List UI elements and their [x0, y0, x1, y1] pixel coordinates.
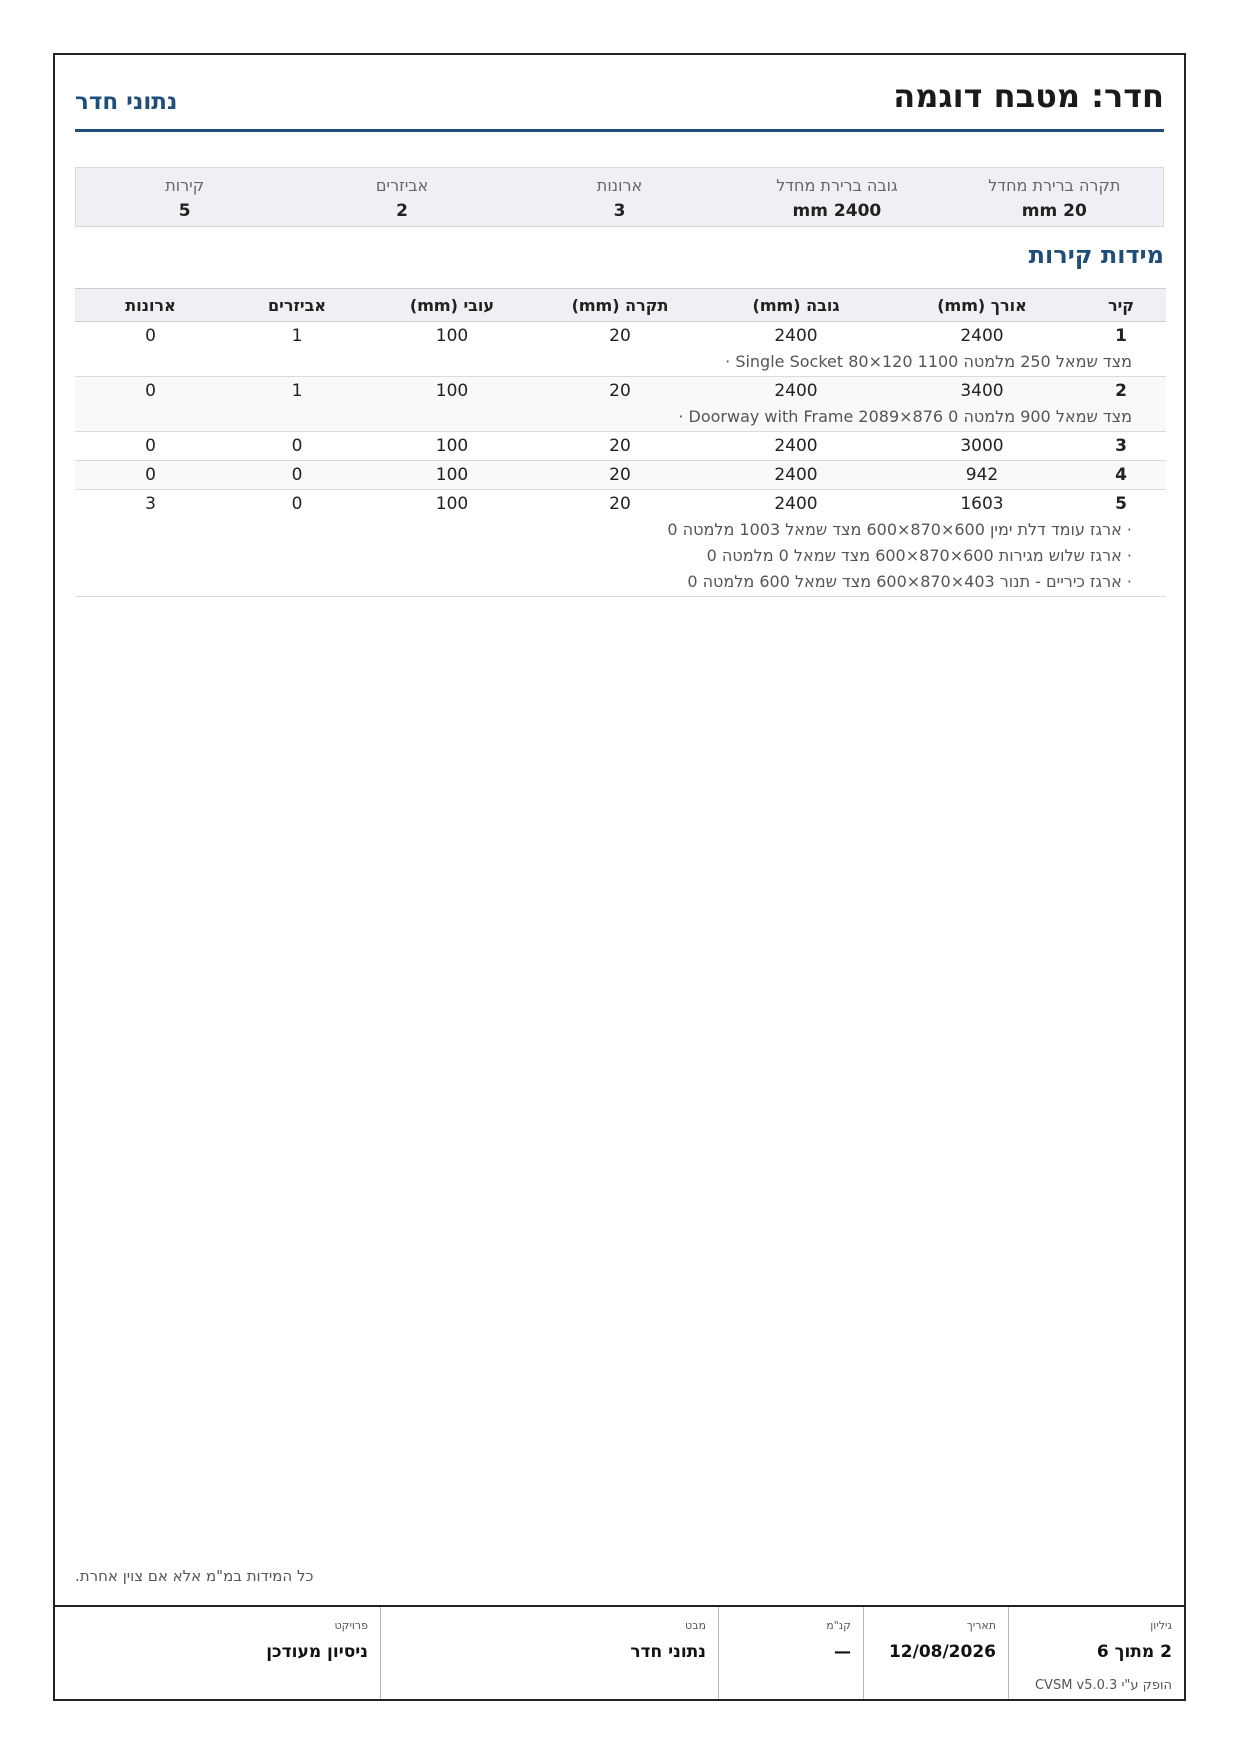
column-header: אורך (mm)	[888, 289, 1076, 322]
wall-item-detail: · ארגז שלוש מגירות 600×870×600 מצד שמאל 0 מלמטה 0	[706, 546, 1132, 565]
table-cell: 100	[435, 494, 469, 514]
table-cell: 20	[536, 377, 704, 406]
sheet-header	[75, 69, 1164, 132]
wall-item-detail: מצד שמאל 900 מלמטה 0 876×2089 Doorway with Frame ·	[75, 405, 1166, 432]
table-cell: 20	[609, 494, 631, 514]
summary-value: 2	[396, 201, 408, 221]
table-cell: 3400	[888, 377, 1076, 406]
summary-value: 2400 mm	[792, 201, 882, 221]
table-detail-row	[75, 518, 1166, 544]
table-header-row	[75, 289, 1166, 322]
table-row	[75, 490, 1166, 519]
titleblock-label: מבט	[685, 1619, 706, 1632]
table-detail-row	[75, 544, 1166, 570]
summary-value: 5	[178, 201, 191, 221]
wall-item-detail: · ארגז כיריים - תנור 403×870×600 מצד שמאל 600 מלמטה 0	[75, 570, 1166, 597]
table-cell: 0	[75, 461, 226, 490]
summary-label: גובה ברירת מחדל	[776, 176, 898, 195]
table-cell: 0	[145, 326, 156, 346]
titleblock-project	[55, 1607, 380, 1699]
view-name: נתוני חדר	[630, 1642, 706, 1662]
column-header: ארונות	[75, 289, 226, 322]
summary-label: אביזרים	[375, 176, 429, 195]
wall-item-detail: · ארגז עומד דלת ימין 600×870×600 מצד שמאל 1003 מלמטה 0	[667, 520, 1132, 539]
table-cell: 0	[226, 432, 368, 461]
table-cell: 100	[435, 326, 469, 346]
titleblock-label: פרויקט	[334, 1619, 368, 1632]
table-cell: 1603	[960, 494, 1004, 514]
wall-number: 4	[1076, 461, 1166, 490]
column-header: אביזרים	[226, 289, 368, 322]
summary-label: תקרה ברירת מחדל	[988, 176, 1121, 195]
table-cell: 2400	[774, 494, 818, 514]
summary-value: 3	[613, 201, 626, 221]
table-cell: 100	[368, 461, 536, 490]
wall-number: 3	[1076, 432, 1166, 461]
section-title-wall-dimensions: מידות קירות	[1028, 241, 1164, 269]
title-block	[55, 1605, 1184, 1699]
table-row	[75, 432, 1166, 461]
table-cell: 0	[291, 494, 303, 514]
titleblock-date	[863, 1607, 1008, 1699]
column-header: עובי (mm)	[368, 289, 536, 322]
wall-number: 5	[1115, 494, 1127, 514]
column-header: גובה (mm)	[704, 289, 888, 322]
table-cell: 100	[368, 432, 536, 461]
table-cell: 20	[536, 432, 704, 461]
document-title: נתוני חדר	[75, 89, 178, 115]
table-detail-row	[75, 570, 1166, 597]
table-cell: 1	[226, 377, 368, 406]
units-footnote: כל המידות במ"מ אלא אם צוין אחרת.	[75, 1567, 314, 1585]
table-cell: 2400	[704, 432, 888, 461]
issue-date: 12/08/2026	[888, 1642, 996, 1662]
wall-item-detail: מצד שמאל 250 מלמטה 1100 120×80 Single Socket ·	[75, 350, 1166, 377]
wall-number: 2	[1076, 377, 1166, 406]
summary-label: קירות	[165, 176, 205, 195]
column-header: קיר	[1076, 289, 1166, 322]
summary-default-ceiling	[946, 168, 1163, 226]
table-cell: 2400	[704, 461, 888, 490]
summary-cabinets	[511, 168, 728, 226]
titleblock-view	[380, 1607, 718, 1699]
table-row	[75, 377, 1166, 406]
drawing-sheet	[53, 53, 1186, 1701]
table-cell: 20	[609, 326, 631, 346]
scale-value: —	[834, 1642, 851, 1662]
table-cell: 0	[75, 432, 226, 461]
titleblock-scale	[718, 1607, 863, 1699]
summary-walls	[76, 168, 293, 226]
room-title: חדר: מטבח דוגמה	[893, 77, 1164, 115]
titleblock-label: קנ"מ	[826, 1619, 851, 1632]
titleblock-label: תאריך	[966, 1619, 996, 1632]
summary-value: 20 mm	[1021, 201, 1087, 221]
summary-default-height	[728, 168, 945, 226]
table-row	[75, 461, 1166, 490]
project-name: ניסיון מעודכן	[266, 1642, 368, 1662]
table-cell: 0	[226, 461, 368, 490]
wall-dimensions-table	[75, 288, 1166, 597]
table-cell: 1	[291, 326, 303, 346]
titleblock-sheet	[1008, 1607, 1184, 1699]
table-cell: 2400	[774, 326, 818, 346]
summary-fixtures	[293, 168, 510, 226]
summary-label: ארונות	[596, 176, 643, 195]
table-cell: 20	[536, 461, 704, 490]
room-summary	[75, 167, 1164, 227]
table-cell: 100	[368, 377, 536, 406]
table-cell: 942	[888, 461, 1076, 490]
table-cell: 0	[75, 377, 226, 406]
issued-by: הופק ע"י CVSM v5.0.3	[1034, 1678, 1172, 1693]
table-cell: 2400	[960, 326, 1004, 346]
table-cell: 3000	[888, 432, 1076, 461]
table-cell: 3	[145, 494, 156, 514]
column-header: תקרה (mm)	[536, 289, 704, 322]
wall-number: 1	[1115, 326, 1127, 346]
sheet-number: 2 מתוך 6	[1096, 1642, 1172, 1662]
table-detail-row	[75, 405, 1166, 432]
table-cell: 2400	[704, 377, 888, 406]
table-detail-row	[75, 350, 1166, 377]
titleblock-label: גיליון	[1150, 1619, 1172, 1632]
table-row	[75, 322, 1166, 351]
